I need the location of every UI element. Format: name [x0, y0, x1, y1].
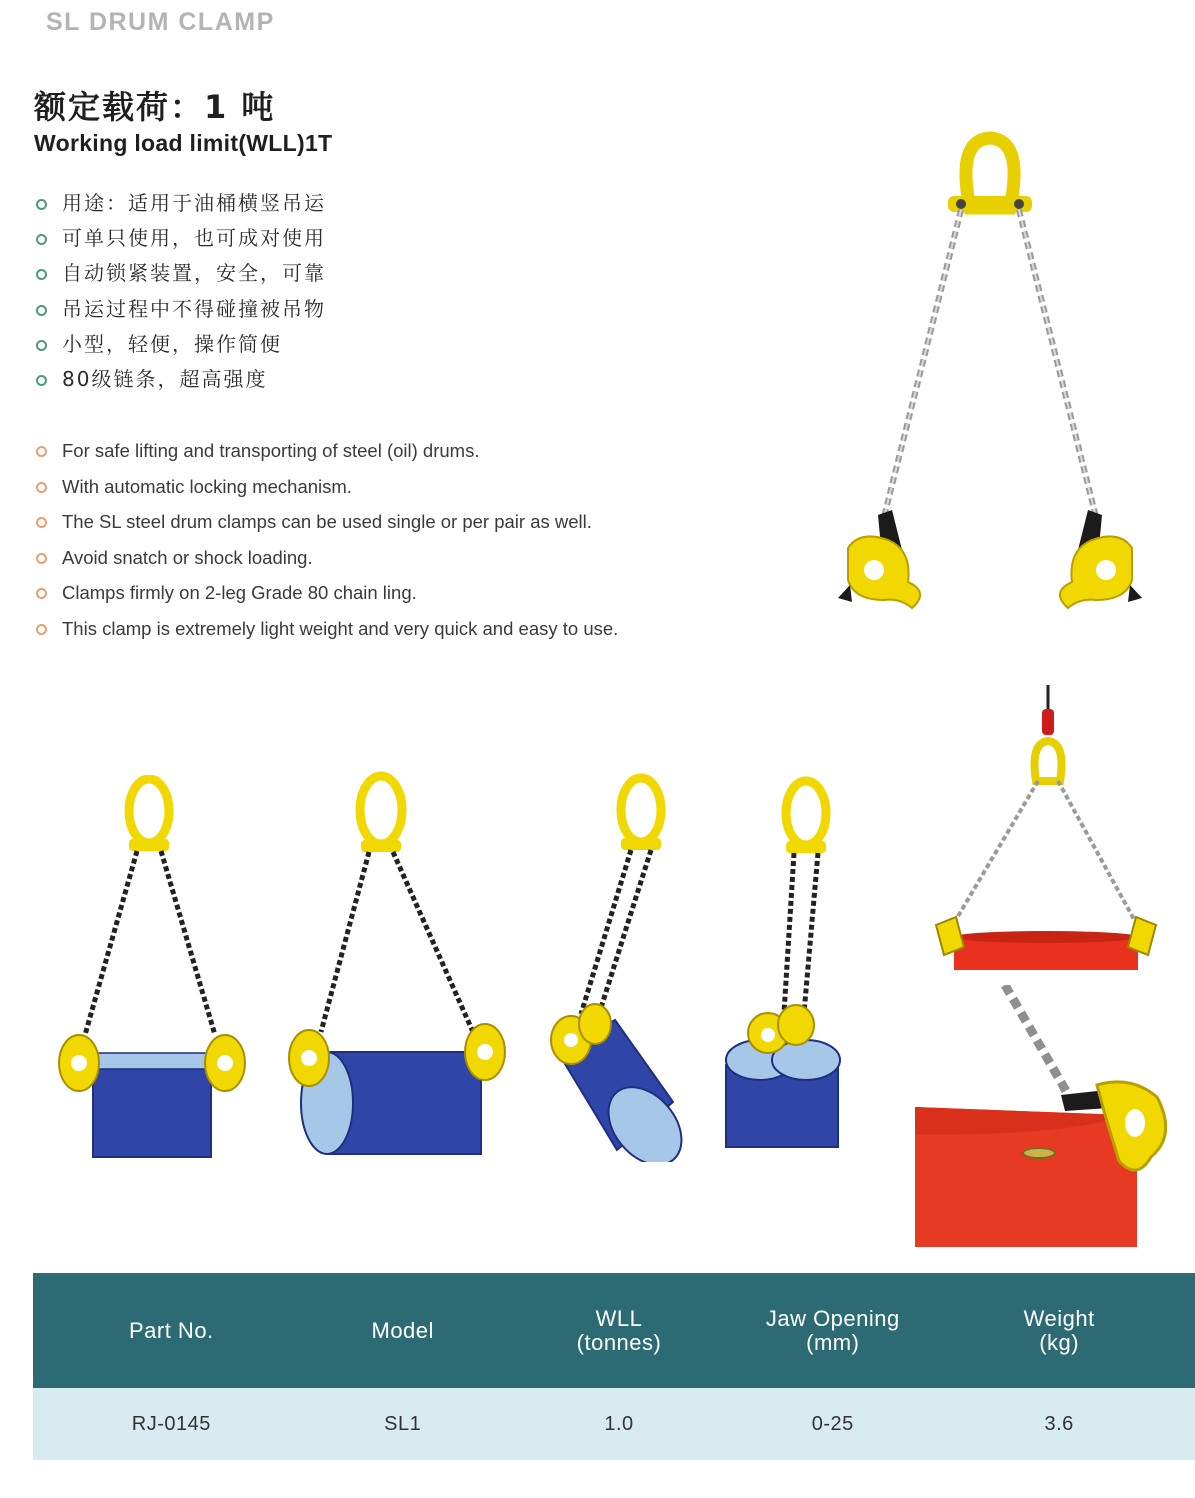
bullet-icon	[36, 340, 47, 351]
master-link-icon	[621, 778, 661, 850]
bullet-icon	[36, 305, 47, 316]
table-header-row	[33, 1273, 1195, 1388]
cell-model: SL1	[310, 1388, 496, 1460]
spec-table	[33, 1273, 1195, 1460]
header-wll: WLL (tonnes)	[496, 1273, 742, 1388]
feature-cn-item: 吊运过程中不得碰撞被吊物	[34, 294, 326, 329]
product-photo	[830, 130, 1150, 630]
feature-cn-item: 自动锁紧装置，安全，可靠	[34, 258, 326, 293]
features-cn-list	[34, 188, 326, 399]
chain-icon	[882, 210, 1098, 525]
hook-icon	[1042, 685, 1054, 735]
usage-illustration-vertical	[720, 775, 850, 1155]
bullet-icon	[36, 234, 47, 245]
header-part-no: Part No.	[33, 1273, 310, 1388]
feature-en-item: Avoid snatch or shock loading.	[34, 544, 618, 580]
bullet-icon	[36, 482, 47, 493]
drum-clamp-right-icon	[1060, 510, 1142, 608]
cell-wll: 1.0	[496, 1388, 742, 1460]
bullet-icon	[36, 375, 47, 386]
load-heading-en: Working load limit(WLL)1T	[34, 130, 333, 156]
master-link-icon	[948, 138, 1032, 212]
bullet-icon	[36, 517, 47, 528]
chain-icon	[784, 853, 818, 1013]
table-row	[33, 1388, 1195, 1460]
feature-en-item: The SL steel drum clamps can be used single or per pair as well.	[34, 508, 618, 544]
usage-illustration-tilted	[545, 772, 685, 1162]
features-en-list	[34, 437, 618, 650]
master-link-icon	[360, 776, 402, 852]
drum-icon	[726, 1040, 840, 1147]
feature-en-item: Clamps firmly on 2-leg Grade 80 chain ling.	[34, 579, 618, 615]
drum-lift-photo	[930, 685, 1160, 970]
header-model: Model	[310, 1273, 496, 1388]
chain-icon	[321, 852, 473, 1032]
feature-en-item: This clamp is extremely light weight and very quick and easy to use.	[34, 615, 618, 651]
feature-cn-item: 80级链条，超高强度	[34, 364, 326, 399]
chain-icon	[85, 851, 215, 1035]
master-link-icon	[1035, 741, 1062, 781]
bullet-icon	[36, 199, 47, 210]
cell-jaw-opening: 0-25	[742, 1388, 923, 1460]
feature-en-item: For safe lifting and transporting of steel (oil) drums.	[34, 437, 618, 473]
header-weight: Weight (kg)	[923, 1273, 1195, 1388]
drum-icon	[93, 1053, 211, 1157]
load-heading-cn: 额定载荷：1 吨	[34, 88, 276, 126]
drum-icon	[915, 1107, 1137, 1247]
usage-illustration-horizontal-side	[285, 770, 515, 1165]
feature-en-item: With automatic locking mechanism.	[34, 473, 618, 509]
bullet-icon	[36, 624, 47, 635]
master-link-icon	[129, 779, 169, 851]
chain-icon	[581, 850, 651, 1014]
bullet-icon	[36, 269, 47, 280]
header-jaw-opening: Jaw Opening (mm)	[742, 1273, 923, 1388]
chain-icon	[954, 781, 1136, 923]
bullet-icon	[36, 553, 47, 564]
clamp-closeup-photo	[915, 985, 1175, 1250]
cell-weight: 3.6	[923, 1388, 1195, 1460]
feature-cn-item: 用途：适用于油桶横竖吊运	[34, 188, 326, 223]
drum-clamp-left-icon	[838, 510, 920, 608]
cell-part-no: RJ-0145	[33, 1388, 310, 1460]
chain-icon	[1005, 985, 1073, 1103]
master-link-icon	[786, 781, 826, 853]
feature-cn-item: 可单只使用，也可成对使用	[34, 223, 326, 258]
drum-icon	[954, 931, 1138, 970]
feature-cn-item: 小型，轻便，操作简便	[34, 329, 326, 364]
bullet-icon	[36, 446, 47, 457]
usage-illustration-horizontal-end	[55, 775, 255, 1165]
bullet-icon	[36, 588, 47, 599]
page-title: SL DRUM CLAMP	[46, 8, 275, 36]
